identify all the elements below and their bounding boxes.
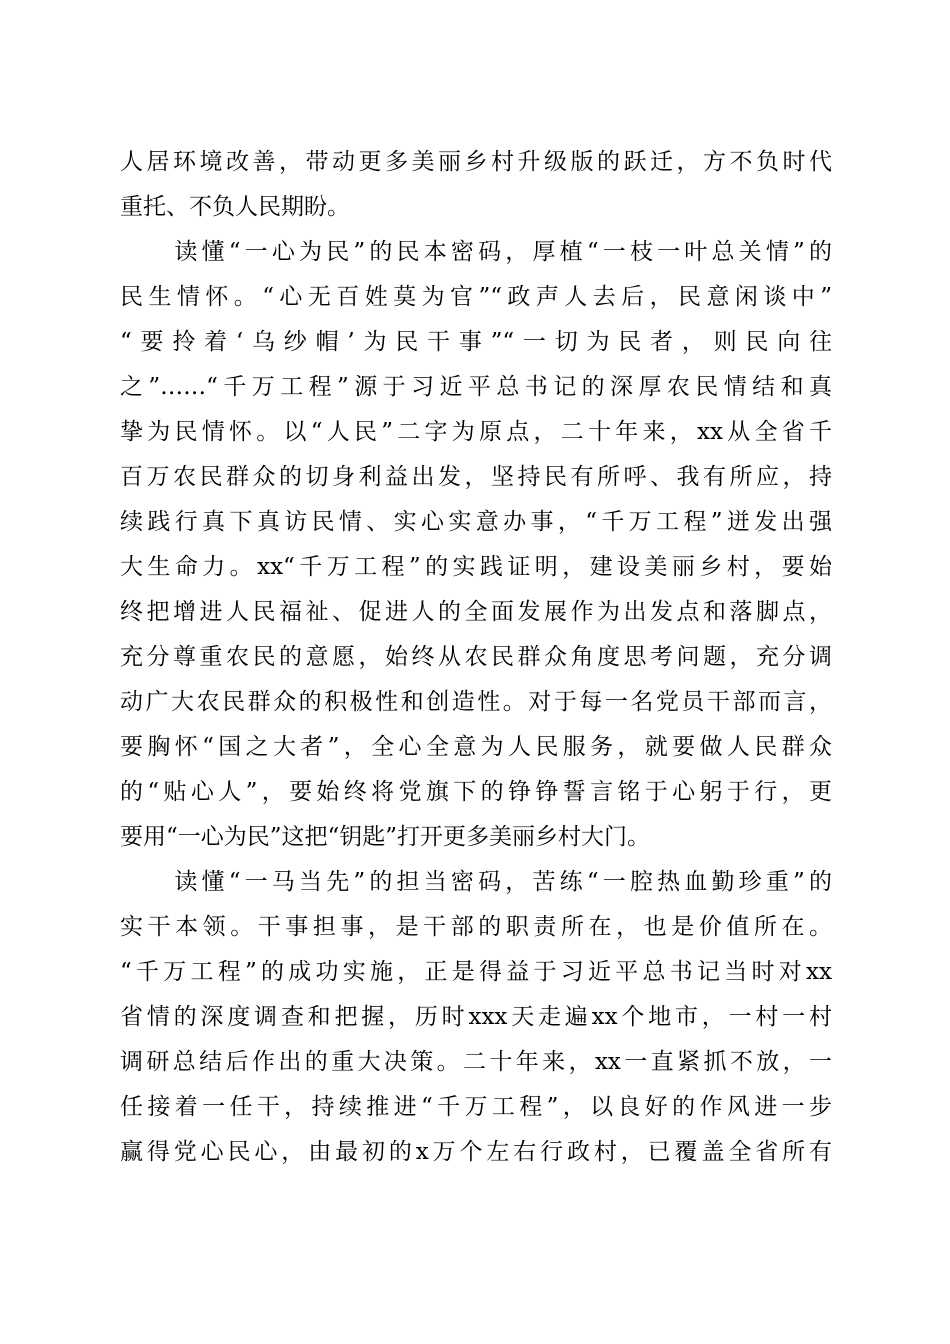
body-text: [120, 140, 832, 1175]
text-line: 终把增进人民福祉、促进人的全面发展作为出发点和落脚点，: [120, 599, 832, 625]
text-line: 百万农民群众的切身利益出发，坚持民有所呼、我有所应，持: [120, 464, 832, 490]
text-line: “要拎着‘乌纱帽’为民干事”“一切为民者，则民向往: [120, 329, 832, 355]
text-line: 读懂“一马当先”的担当密码，苦练“一腔热血勤珍重”的: [120, 869, 832, 895]
text-line: 要用“一心为民”这把“钥匙”打开更多美丽乡村大门。: [120, 824, 651, 850]
text-line: 挚为民情怀。以“人民”二字为原点，二十年来，xx从全省千: [120, 419, 832, 445]
text-line: 之”……“千万工程”源于习近平总书记的深厚农民情结和真: [120, 374, 832, 400]
text-line: 调研总结后作出的重大决策。二十年来，xx一直紧抓不放，一: [120, 1049, 832, 1075]
text-line: “千万工程”的成功实施，正是得益于习近平总书记当时对xx: [120, 959, 832, 985]
text-line: 省情的深度调查和把握，历时xxx天走遍xx个地市，一村一村: [120, 1004, 832, 1030]
text-line: 人居环境改善，带动更多美丽乡村升级版的跃迁，方不负时代: [120, 149, 832, 175]
paragraph-1: [120, 140, 832, 230]
text-line: 任接着一任干，持续推进“千万工程”，以良好的作风进一步: [120, 1094, 832, 1120]
text-line: 续践行真下真访民情、实心实意办事，“千万工程”迸发出强: [120, 509, 832, 535]
text-line: 赢得党心民心，由最初的x万个左右行政村，已覆盖全省所有: [120, 1139, 832, 1165]
text-line: 读懂“一心为民”的民本密码，厚植“一枝一叶总关情”的: [120, 239, 832, 265]
paragraph-2: [120, 230, 832, 860]
text-line: 大生命力。xx“千万工程”的实践证明，建设美丽乡村，要始: [120, 554, 832, 580]
text-line: 动广大农民群众的积极性和创造性。对于每一名党员干部而言，: [120, 689, 832, 715]
paragraph-3: [120, 860, 832, 1175]
text-line: 要胸怀“国之大者”，全心全意为人民服务，就要做人民群众: [120, 734, 832, 760]
text-line: 重托、不负人民期盼。: [120, 194, 350, 220]
text-line: 充分尊重农民的意愿，始终从农民群众角度思考问题，充分调: [120, 644, 832, 670]
text-line: 民生情怀。“心无百姓莫为官”“政声人去后，民意闲谈中”: [120, 284, 832, 310]
text-line: 的“贴心人”，要始终将党旗下的铮铮誓言铭于心躬于行，更: [120, 779, 832, 805]
text-line: 实干本领。干事担事，是干部的职责所在，也是价值所在。: [120, 914, 832, 940]
